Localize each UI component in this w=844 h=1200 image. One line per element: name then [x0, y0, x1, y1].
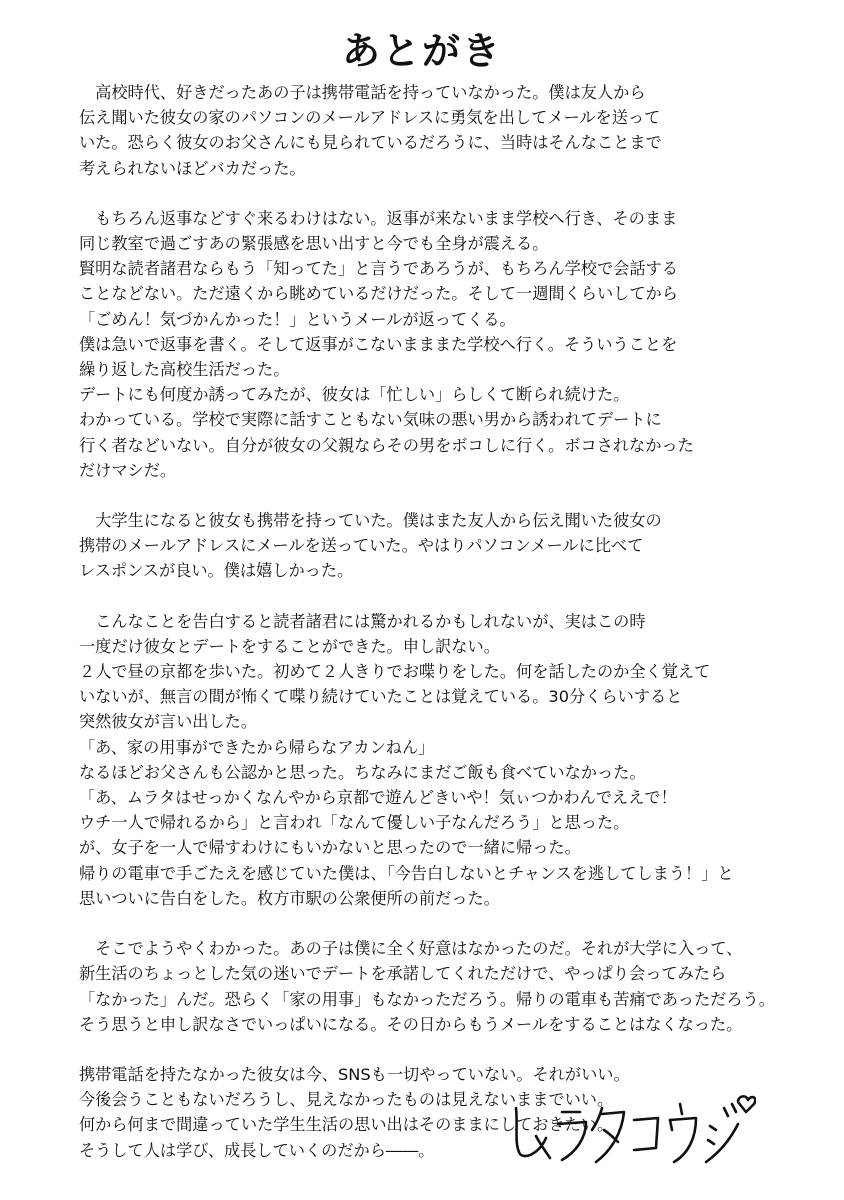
text-line: 大学生になると彼女も携帯を持っていた。僕はまた友人から伝え聞いた彼女の — [79, 511, 662, 531]
paragraph — [79, 206, 799, 483]
text-line: 突然彼女が言い出した。 — [79, 712, 258, 732]
afterword-body — [79, 80, 799, 1188]
text-line: が、女子を一人で帰すわけにもいかないと思ったので一緒に帰った。 — [79, 838, 581, 858]
paragraph — [79, 609, 799, 911]
page-title: あとがき — [341, 29, 502, 73]
text-line: ことなどない。ただ遠くから眺めているだけだった。そして一週間くらいしてから — [79, 284, 678, 304]
text-line: 考えられないほどバカだった。 — [79, 158, 306, 178]
text-line: 「あ、家の用事ができたから帰らなアカンねん」 — [79, 737, 435, 757]
text-line: 「あ、ムラタはせっかくなんやから京都で遊んどきいや！気ぃつかわんでええで！ — [79, 788, 677, 808]
text-line: 「なかった」んだ。恐らく「家の用事」もなかっただろう。帰りの電車も苦痛であっただろう。 — [79, 989, 775, 1009]
text-line: そこでようやくわかった。あの子は僕に全く好意はなかったのだ。それが大学に入って、 — [79, 939, 743, 959]
paragraph — [79, 936, 799, 1037]
text-line: 行く者などいない。自分が彼女の父親ならその男をボコしに行く。ボコされなかった — [79, 435, 694, 455]
text-line: 携帯のメールアドレスにメールを送っていた。やはりパソコンメールに比べて — [79, 536, 644, 556]
text-line: ウチ一人で帰れるから」と言われ「なんて優しい子なんだろう」と思った。 — [79, 813, 630, 833]
text-line: 高校時代、好きだったあの子は携帯電話を持っていなかった。僕は友人から — [79, 83, 646, 102]
text-line: 「ごめん！気づかんかった！」というメールが返ってくる。 — [79, 309, 516, 329]
text-line: 伝え聞いた彼女の家のパソコンのメールアドレスに勇気を出してメールを送って — [79, 108, 661, 128]
text-line: いないが、無言の間が怖くて喋り続けていたことは覚えている。30分くらいすると — [79, 687, 683, 707]
text-line: わかっている。学校で実際に話すこともない気味の悪い男から誘われてデートに — [79, 410, 662, 430]
text-line: 一度だけ彼女とデートをすることができた。申し訳ない。 — [79, 636, 500, 656]
text-line: 同じ教室で過ごすあの緊張感を思い出すと今でも全身が震える。 — [79, 234, 549, 254]
text-line: ２人で昼の京都を歩いた。初めて２人きりでお喋りをした。何を話したのか全く覚えて — [79, 662, 711, 682]
text-line: 帰りの電車で手ごたえを感じていた僕は、「今告白しないとチャンスを逃してしまう！」と — [79, 863, 734, 883]
text-line: 賢明な読者諸君ならもう「知ってた」と言うであろうが、もちろん学校で会話する — [79, 259, 678, 279]
text-line: 僕は急いで返事を書く。そして返事がこないまままた学校へ行く。そういうことを — [79, 334, 678, 354]
author-signature — [506, 1086, 756, 1166]
text-line: 新生活のちょっとした気の迷いでデートを承諾してくれただけで、やっぱり会ってみたら — [79, 964, 727, 984]
text-line: 携帯電話を持たなかった彼女は今、SNSも一切やっていない。それがいい。 — [79, 1064, 630, 1084]
text-line: なるほどお父さんも公認かと思った。ちなみにまだご飯も食べていなかった。 — [79, 762, 646, 782]
text-line: 今後会うこともないだろうし、見えなかったものは見えないままでいい。 — [79, 1090, 614, 1110]
text-line: 思いついに告白をした。枚方市駅の公衆便所の前だった。 — [79, 888, 500, 908]
text-line: 繰り返した高校生活だった。 — [79, 360, 290, 380]
text-line: そうして人は学び、成長していくのだから――。 — [79, 1140, 435, 1160]
paragraph — [79, 508, 799, 584]
text-line: いた。恐らく彼女のお父さんにも見られているだろうに、当時はそんなことまで — [79, 133, 662, 153]
text-line: こんなことを告白すると読者諸君には驚かれるかもしれないが、実はこの時 — [79, 611, 646, 631]
text-line: レスポンスが良い。僕は嬉しかった。 — [79, 561, 354, 581]
paragraph — [79, 80, 799, 181]
text-line: もちろん返事などすぐ来るわけはない。返事が来ないまま学校へ行き、そのまま — [79, 208, 678, 228]
text-line: だけマシだ。 — [79, 460, 177, 480]
signature-handwriting — [506, 1086, 756, 1166]
text-line: デートにも何度か誘ってみたが、彼女は「忙しい」らしくて断られ続けた。 — [79, 385, 630, 405]
text-line: 何から何まで間違っていた学生生活の思い出はそのままにしておきたい。 — [79, 1115, 614, 1135]
text-line: そう思うと申し訳なさでいっぱいになる。その日からもうメールをすることはなくなった。 — [79, 1014, 743, 1034]
